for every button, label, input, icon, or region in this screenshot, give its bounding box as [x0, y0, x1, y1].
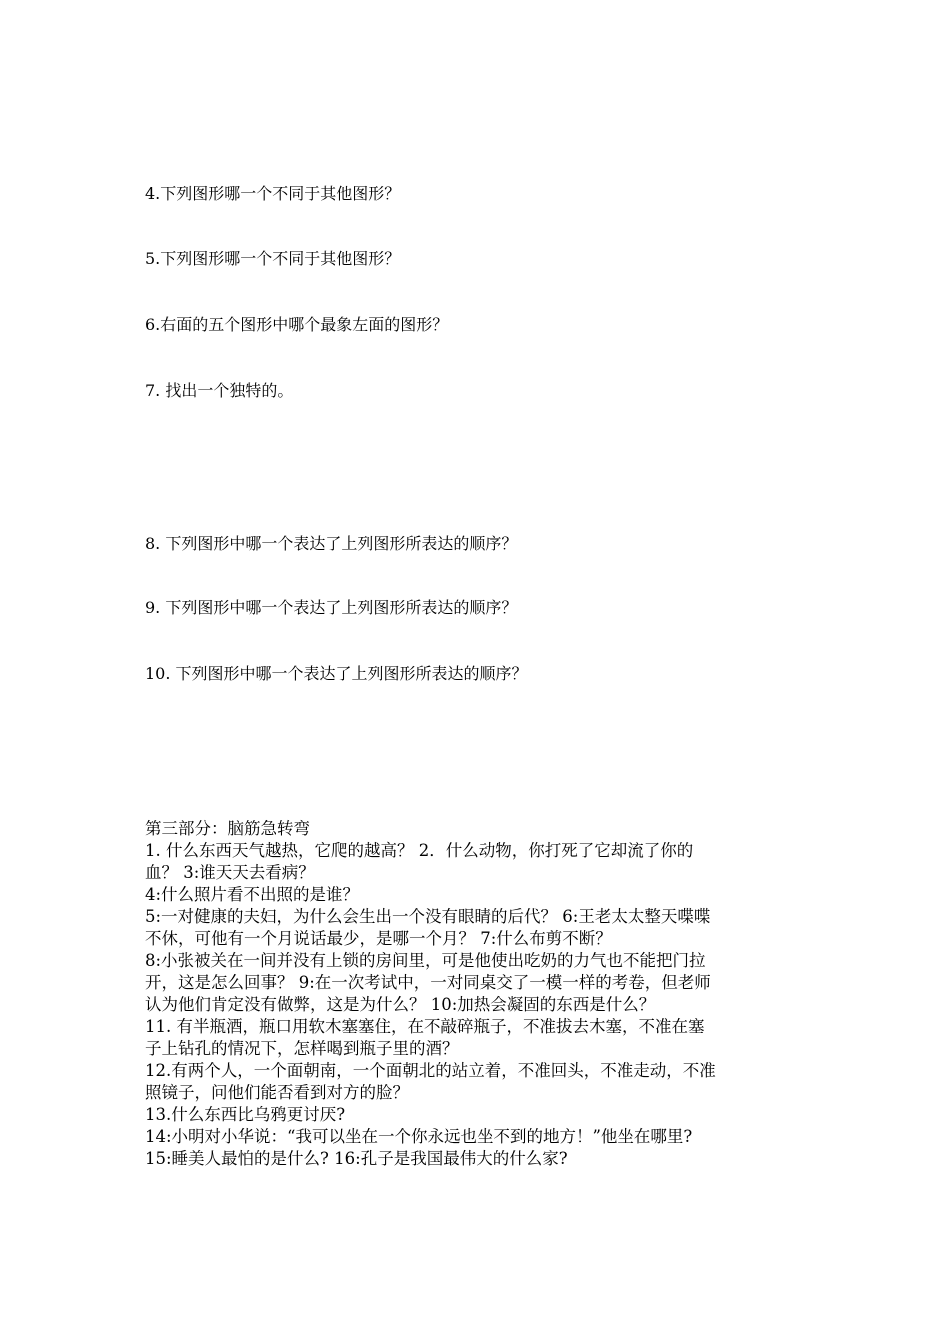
- part3-line: 子上钻孔的情况下，怎样喝到瓶子里的酒？: [145, 1039, 459, 1058]
- part3-line: 12.有两个人，一个面朝南，一个面朝北的站立着，不准回头，不准走动，不准: [145, 1061, 716, 1080]
- part3-line: 5:一对健康的夫妇，为什么会生出一个没有眼睛的后代？ 6:王老太太整天喋喋: [145, 907, 711, 926]
- part3-line: 8:小张被关在一间并没有上锁的房间里，可是他使出吃奶的力气也不能把门拉: [145, 951, 706, 970]
- part3-line: 照镜子，问他们能否看到对方的脸？: [145, 1083, 409, 1102]
- question-7: 7. 找出一个独特的。: [145, 381, 294, 400]
- question-10: 10. 下列图形中哪一个表达了上列图形所表达的顺序？: [145, 664, 528, 683]
- part3-line: 15:睡美人最怕的是什么? 16:孔子是我国最伟大的什么家?: [145, 1149, 568, 1168]
- part3-line: 开，这是怎么回事？ 9:在一次考试中，一对同桌交了一模一样的考卷，但老师: [145, 973, 711, 992]
- part3-line: 认为他们肯定没有做弊，这是为什么？ 10:加热会凝固的东西是什么？: [145, 995, 656, 1014]
- question-4: 4.下列图形哪一个不同于其他图形？: [145, 184, 401, 203]
- part3-line: 4:什么照片看不出照的是谁？: [145, 885, 360, 904]
- part3-line: 13.什么东西比乌鸦更讨厌?: [145, 1105, 346, 1124]
- part3-line: 血？ 3:谁天天去看病？: [145, 863, 315, 882]
- part3-line: 14:小明对小华说：“我可以坐在一个你永远也坐不到的地方！”他坐在哪里?: [145, 1127, 693, 1146]
- part3-line: 1. 什么东西天气越热，它爬的越高？ 2．什么动物，你打死了它却流了你的: [145, 841, 694, 860]
- question-6: 6.右面的五个图形中哪个最象左面的图形？: [145, 315, 449, 334]
- question-9: 9. 下列图形中哪一个表达了上列图形所表达的顺序？: [145, 598, 518, 617]
- part3-line: 不休，可他有一个月说话最少，是哪一个月？ 7:什么布剪不断？: [145, 929, 612, 948]
- part3-section: [145, 818, 805, 1170]
- question-5: 5.下列图形哪一个不同于其他图形？: [145, 249, 401, 268]
- part3-line: 11. 有半瓶酒，瓶口用软木塞塞住，在不敲碎瓶子，不准拔去木塞，不准在塞: [145, 1017, 705, 1036]
- question-8: 8. 下列图形中哪一个表达了上列图形所表达的顺序？: [145, 534, 518, 553]
- part3-title: 第三部分：脑筋急转弯: [145, 819, 310, 838]
